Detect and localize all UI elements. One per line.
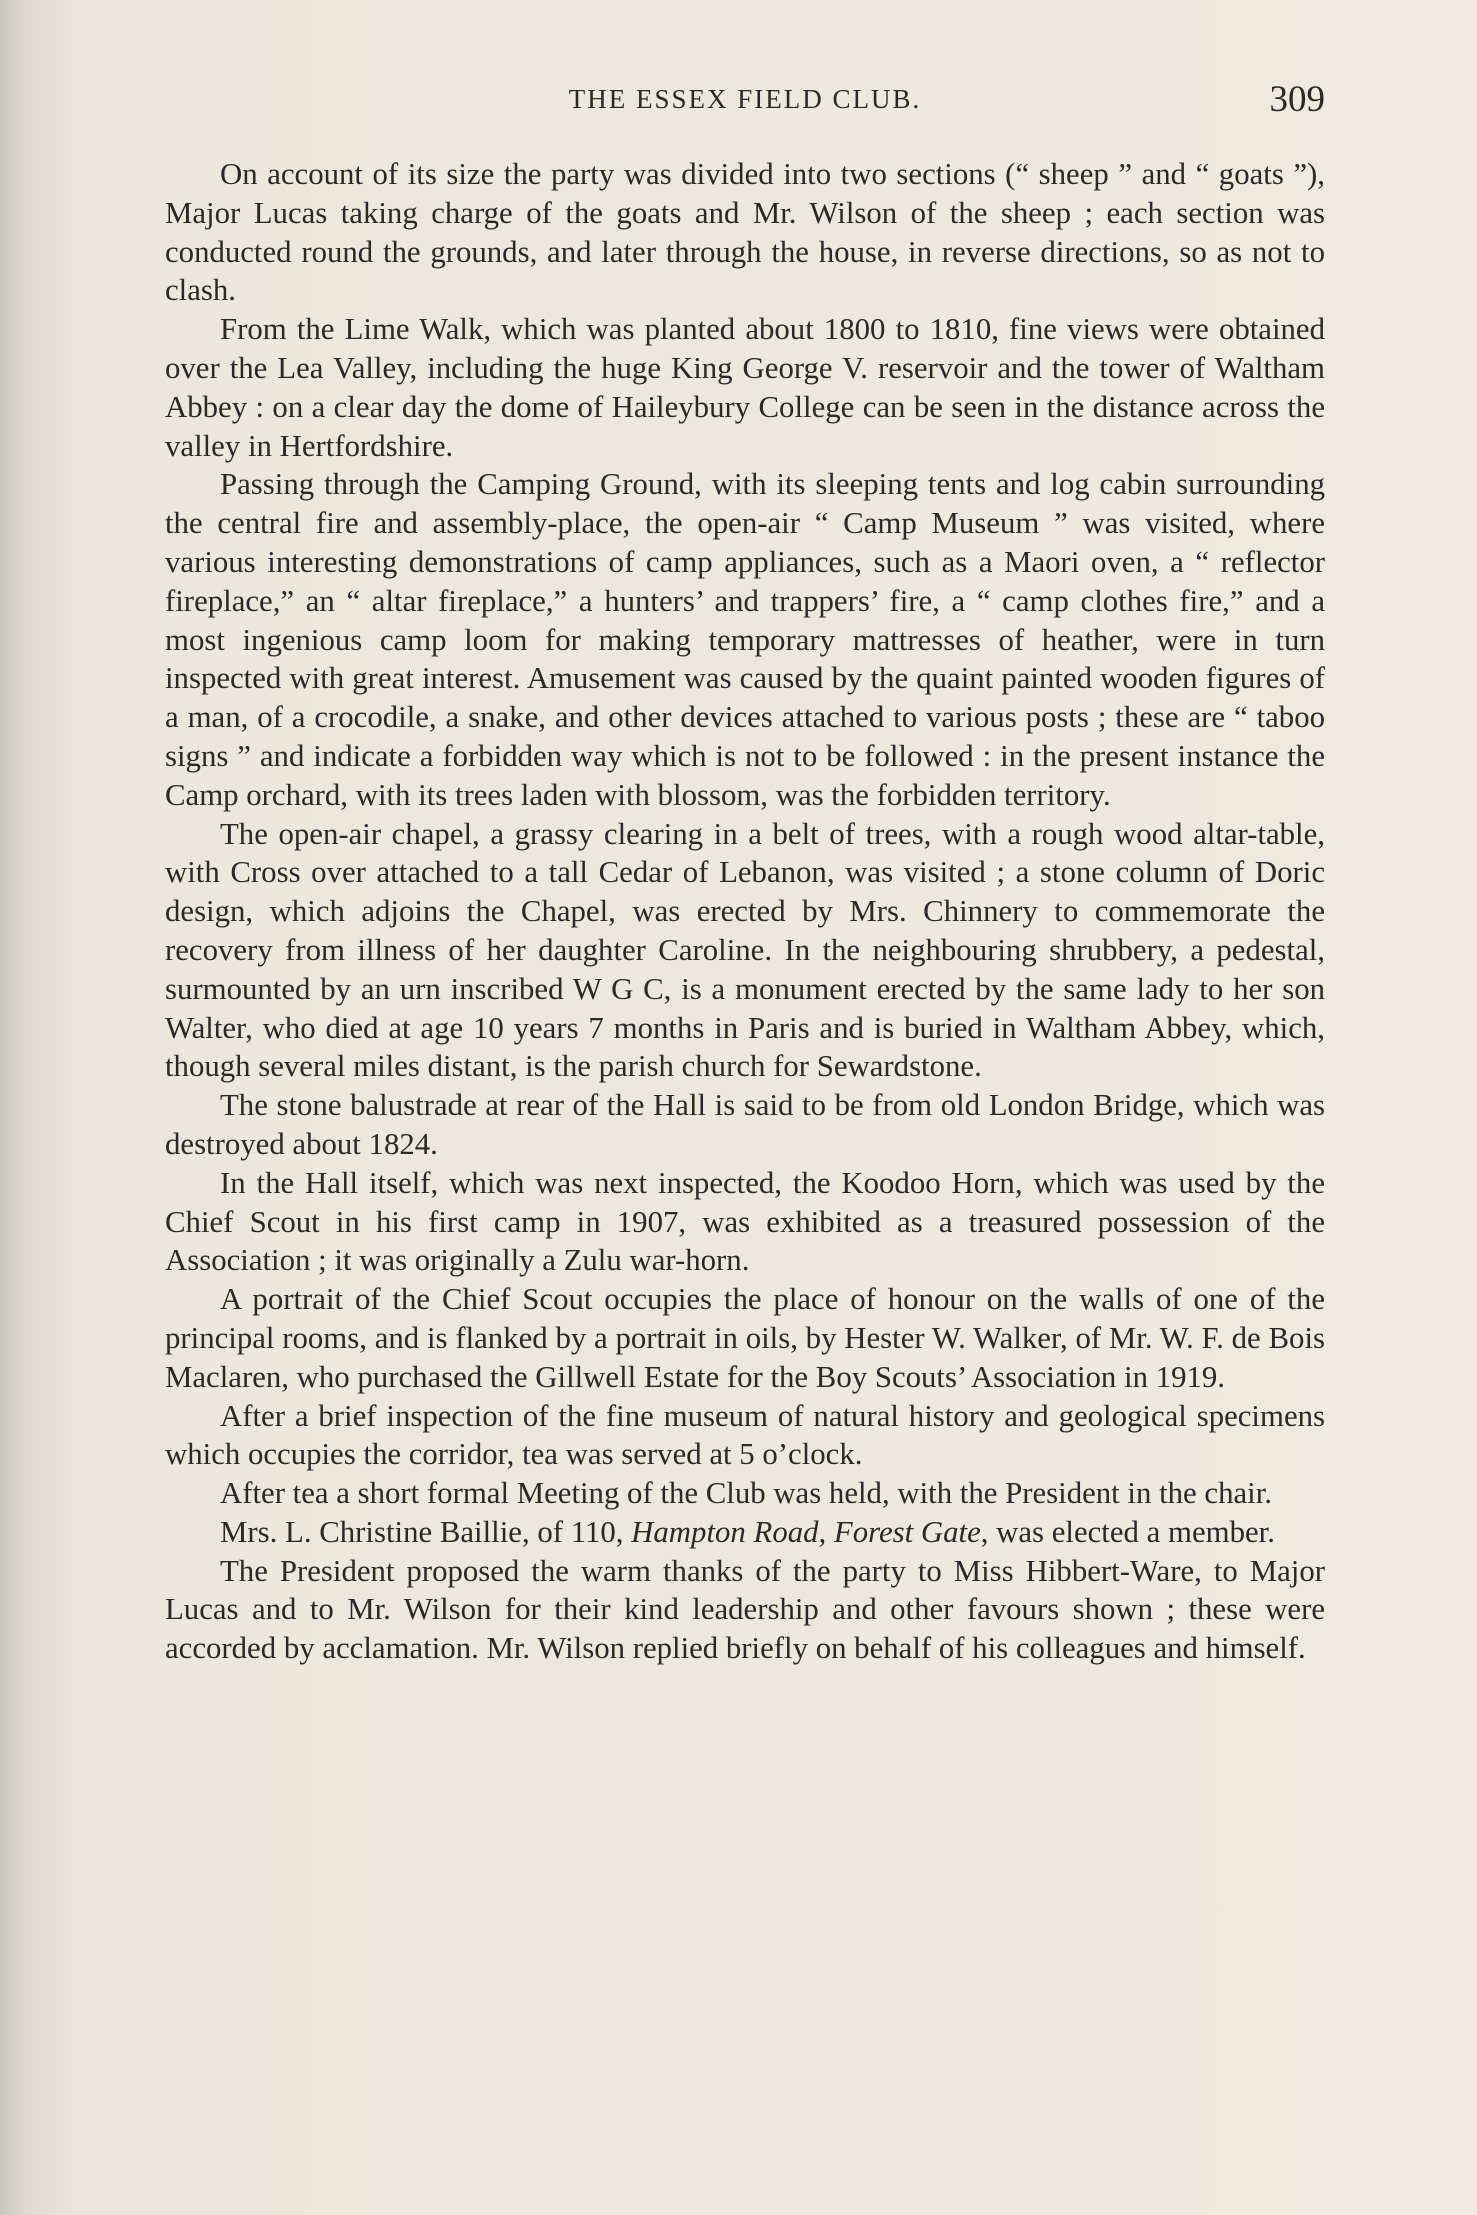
paragraph-meeting: After tea a short formal Meeting of the Club was held, with the President in the chair. [220, 1476, 1272, 1511]
paragraph-koodoo-horn: In the Hall itself, which was next inspected, the Koodoo Horn, which was used by the Chief Scout in his first camp in 1907, was exhibited as a treasured possession of the Association ; it was originally a Zulu war-horn. [165, 1165, 1325, 1278]
paragraph-new-member [165, 1513, 1325, 1552]
body-text [165, 155, 1325, 1668]
paragraph-lime-walk: From the Lime Walk, which was planted about 1800 to 1810, fine views were obtained over the Lea Valley, including the huge King George V. reservoir and the tower of Waltham Abbey : on a clear day the dome of Haileybury College can be seen in the distance across the valley in Hertfordshire. [165, 312, 1325, 463]
paragraph-thanks: The President proposed the warm thanks of the party to Miss Hibbert-Ware, to Major Lucas and to Mr. Wilson for their kind leadership and other favours shown ; these were accorded by acclamation. Mr. Wilson replied briefly on behalf of his colleagues and himself. [165, 1553, 1325, 1666]
paragraph-museum-tea: After a brief inspection of the fine museum of natural history and geological specimens which occupies the corridor, tea was served at 5 o’clock. [165, 1398, 1325, 1472]
paragraph-portrait: A portrait of the Chief Scout occupies the place of honour on the walls of one of the principal rooms, and is flanked by a portrait in oils, by Hester W. Walker, of Mr. W. F. de Bois Maclaren, who purchased the Gillwell Estate for the Boy Scouts’ Association in 1919. [165, 1282, 1325, 1394]
member-address: Hampton Road, Forest Gate [631, 1514, 981, 1549]
member-text-before: Mrs. L. Christine Baillie, of 110, [220, 1514, 632, 1549]
paragraph-open-air-chapel: The open-air chapel, a grassy clearing in a belt of trees, with a rough wood altar-table, with Cross over attached to a tall Cedar of Lebanon, was visited ; a stone column of Doric design, which adjoins the Chapel, was erected by Mrs. Chinnery to commemorate the recovery from illness of her daughter Caroline. In the neighbouring shrubbery, a pedestal, surmounted by an urn inscribed W G C, is a monument erected by the same lady to her son Walter, who died at age 10 years 7 months in Paris and is buried in Waltham Abbey, which, though several miles distant, is the parish church for Sewardstone. [165, 816, 1325, 1084]
page-number: 309 [1269, 79, 1325, 120]
page-header [165, 78, 1325, 128]
paragraph-camping-ground: Passing through the Camping Ground, with its sleeping tents and log cabin surrounding the central fire and assembly-place, the open-air “ Camp Museum ” was visited, where various interesting demonstrations of camp appliances, such as a Maori oven, a “ reflector fireplace,” an “ altar fireplace,” a hunters’ and trappers’ fire, a “ camp clothes fire,” and a most ingenious camp loom for making temporary mattresses of heather, were in turn inspected with great interest. Amusement was caused by the quaint painted wooden figures of a man, of a crocodile, a snake, and other devices attached to various posts ; these are “ taboo signs ” and indicate a forbidden way which is not to be followed : in the present instance the Camp orchard, with its trees laden with blossom, was the forbidden territory. [165, 467, 1325, 812]
running-title: THE ESSEX FIELD CLUB. [568, 84, 922, 114]
paragraph-balustrade: The stone balustrade at rear of the Hall is said to be from old London Bridge, which was destroyed about 1824. [165, 1088, 1325, 1161]
paragraph-sections: On account of its size the party was divided into two sections (“ sheep ” and “ goats ”), Major Lucas taking charge of the goats and Mr. Wilson of the sheep ; each section was conducted round the grounds, and later through the house, in reverse directions, so as not to clash. [165, 157, 1325, 308]
member-text-after: , was elected a member. [980, 1514, 1275, 1549]
